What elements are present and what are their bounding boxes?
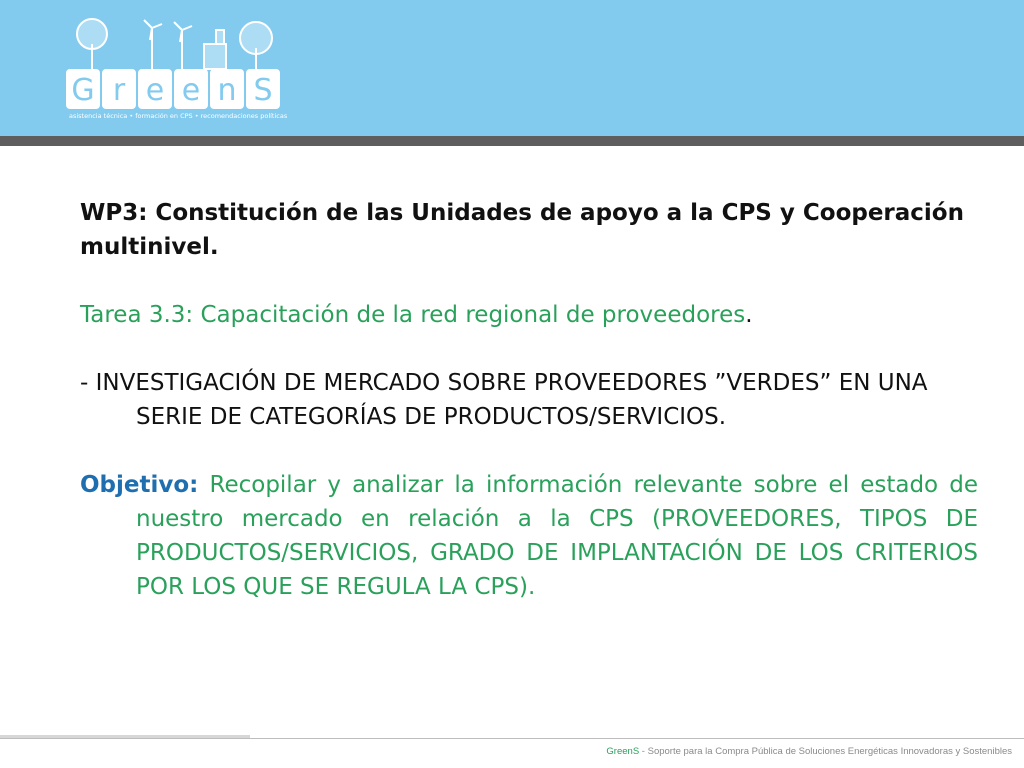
slide-title: WP3: Constitución de las Unidades de apoyo a la CPS y Cooperación multinivel. bbox=[80, 200, 964, 260]
objective-text: Recopilar y analizar la información relevante sobre el estado de nuestro mercado en relación a la CPS (PROVEEDORES, TIPOS DE PRODUCTOS/SERVICIOS, GRADO DE IMPLANTACIÓN DE LOS CRITERIOS POR LOS QUE SE REGULA LA CPS). bbox=[136, 472, 978, 600]
footer-divider bbox=[0, 738, 1024, 739]
footer-text: - Soporte para la Compra Pública de Soluciones Energéticas Innovadoras y Sostenibles bbox=[639, 746, 1012, 757]
task-line bbox=[80, 298, 978, 332]
task-period: . bbox=[745, 302, 753, 328]
logo-letter: G bbox=[71, 73, 95, 108]
logo-letter: e bbox=[145, 73, 165, 108]
bullet-item: - INVESTIGACIÓN DE MERCADO SOBRE PROVEEDORES ”VERDES” EN UNA SERIE DE CATEGORÍAS DE PRODUCTOS/SERVICIOS. bbox=[80, 370, 928, 430]
slide-body bbox=[80, 196, 978, 604]
spacer bbox=[80, 434, 978, 468]
footer-brand: GreenS bbox=[606, 746, 640, 757]
greens-logo bbox=[64, 14, 288, 126]
logo-letter: r bbox=[112, 73, 126, 108]
objective-paragraph bbox=[80, 468, 978, 604]
objective-label: Objetivo: bbox=[80, 472, 199, 498]
logo-letter: n bbox=[217, 73, 237, 108]
logo-letter: S bbox=[253, 73, 273, 108]
logo-graphic bbox=[64, 14, 284, 112]
logo-letter: e bbox=[181, 73, 201, 108]
spacer bbox=[80, 264, 978, 298]
task-text: Tarea 3.3: Capacitación de la red regional de proveedores bbox=[80, 302, 746, 328]
header-divider-bar bbox=[0, 136, 1024, 146]
spacer bbox=[80, 332, 978, 366]
logo-tagline: asistencia técnica • formación en CPS • recomendaciones políticas bbox=[69, 112, 288, 120]
header-banner bbox=[0, 0, 1024, 136]
footer-caption bbox=[606, 746, 1012, 757]
